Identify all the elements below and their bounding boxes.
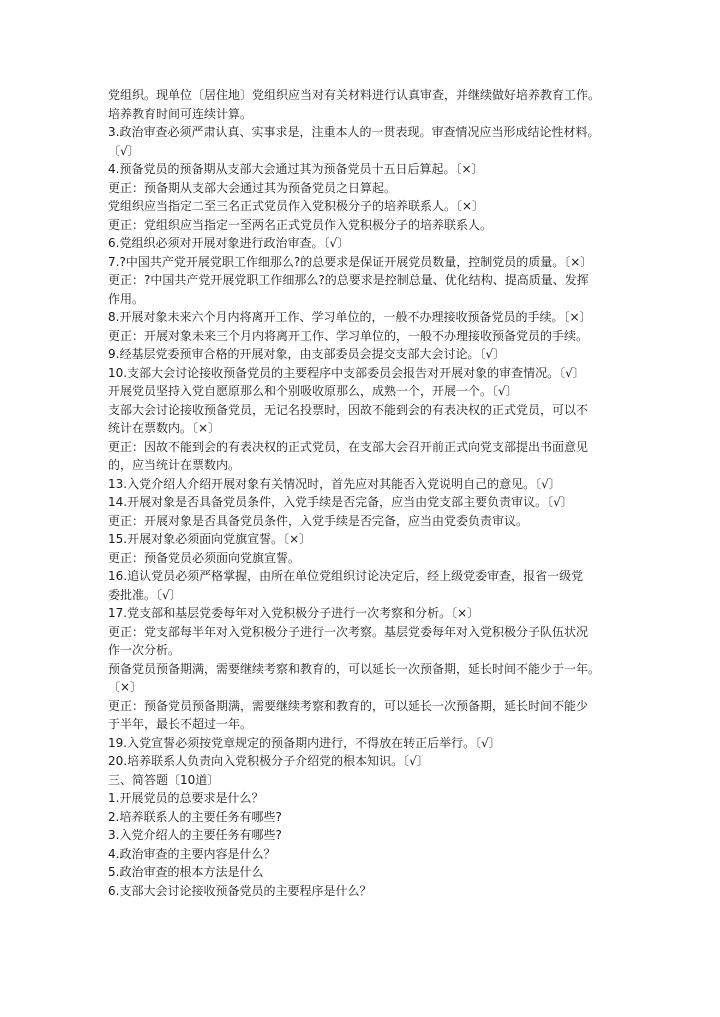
text-line: 3.政治审查必须严肃认真、实事求是，注重本人的一贯表现。审查情况应当形成结论性材料。 [108, 125, 600, 139]
section-heading: 三、简答题〔10道〕 [108, 772, 220, 787]
text-line: 8.开展对象未来六个月内将离开工作、学习单位的，一般不办理接收预备党员的手续。〔×〕 [108, 310, 592, 324]
question-item: 4.政治审查的主要内容是什么？ [108, 846, 276, 861]
text-line: 更正：党组织应当指定一至两名正式党员作入党积极分子的培养联系人。 [108, 217, 493, 232]
text-line: 〔×〕 [108, 680, 143, 694]
text-line: 15.开展对象必须面向党旗宣誓。〔×〕 [108, 532, 312, 546]
text-line: 更正：?中国共产党开展党职工作细那么?的总要求是控制总量、优化结构、提高质量、发挥 [108, 273, 589, 287]
text-line: 〔√〕 [108, 143, 140, 158]
text-line: 更正：预备党员预备期满，需要继续考察和教育的，可以延长一次预备期，延长时间不能少 [108, 698, 589, 713]
text-line: 20.培养联系人负责向入党积极分子介绍党的根本知识。〔√〕 [108, 754, 429, 768]
text-line: 7.?中国共产党开展党职工作细那么?的总要求是保证开展党员数量，控制党员的质量。〔×〕 [108, 254, 593, 269]
text-line: 作一次分析。 [108, 643, 181, 657]
text-line: 更正：因故不能到会的有表决权的正式党员，在支部大会召开前正式向党支部提出书面意见 [108, 439, 589, 454]
text-line: 更正：开展对象是否具备党员条件，入党手续是否完备，应当由党委负责审议。 [108, 513, 529, 528]
text-line: 支部大会讨论接收预备党员，无记名投票时，因故不能到会的有表决权的正式党员，可以不 [108, 402, 589, 417]
text-line: 统计在票数内。〔×〕 [108, 421, 221, 435]
text-line: 6.党组织必须对开展对象进行政治审查。〔√〕 [108, 236, 350, 250]
text-line: 党组织。现单位〔居住地〕党组织应当对有关材料进行认真审查，并继续做好培养教育工作。 [108, 88, 601, 102]
text-line: 更正：预备党员必须面向党旗宣誓。 [108, 550, 301, 565]
text-line: 更正：预备期从支部大会通过其为预备党员之日算起。 [108, 180, 397, 195]
text-line: 更正：党支部每半年对入党积极分子进行一次考察。基层党委每年对入党积极分子队伍状况 [108, 624, 589, 639]
text-line: 开展党员坚持入党自愿原那么和个别吸收原那么，成熟一个，开展一个。〔√〕 [108, 384, 518, 398]
text-line: 预备党员预备期满，需要继续考察和教育的，可以延长一次预备期，延长时间不能少于一年。 [108, 661, 601, 676]
text-line: 培养教育时间可连续计算。 [108, 106, 253, 121]
text-line: 14.开展对象是否具备党员条件，入党手续是否完备，应当由党支部主要负责审议。〔√〕 [108, 495, 573, 509]
text-line: 17.党支部和基层党委每年对入党积极分子进行一次考察和分析。〔×〕 [108, 606, 480, 620]
document-page [108, 86, 618, 900]
question-item: 2.培养联系人的主要任务有哪些? [108, 809, 282, 824]
text-line: 16.追认党员必须严格掌握，由所在单位党组织讨论决定后，经上级党委审查，报省一级党 [108, 569, 584, 583]
text-line: 9.经基层党委预审合格的开展对象，由支部委员会提交支部大会讨论。〔√〕 [108, 347, 506, 361]
text-line: 19.入党宣誓必须按党章规定的预备期内进行，不得放在转正后举行。〔√〕 [108, 735, 501, 750]
text-line: 4.预备党员的预备期从支部大会通过其为预备党员十五日后算起。〔×〕 [108, 162, 484, 176]
question-item: 1.开展党员的总要求是什么？ [108, 791, 264, 805]
text-line: 更正：开展对象未来三个月内将离开工作、学习单位的，一般不办理接收预备党员的手续。 [108, 328, 589, 343]
text-line: 委批准。〔√〕 [108, 587, 182, 602]
text-line: 的，应当统计在票数内。 [108, 458, 241, 472]
question-item: 3.入党介绍人的主要任务有哪些? [108, 828, 282, 842]
text-line: 作用。 [108, 291, 145, 306]
question-item: 5.政治审查的根本方法是什么 [108, 865, 264, 879]
text-line: 于半年，最长不超过一年。 [108, 717, 253, 731]
text-line: 13.入党介绍人介绍开展对象有关情况时，首先应对其能否入党说明自己的意见。〔√〕 [108, 476, 561, 491]
text-line: 党组织应当指定二至三名正式党员作入党积极分子的培养联系人。〔×〕 [108, 199, 485, 213]
question-item: 6.支部大会讨论接收预备党员的主要程序是什么？ [108, 883, 372, 898]
text-line: 10.支部大会讨论接收预备党员的主要程序中支部委员会报告对开展对象的审查情况。〔√〕 [108, 365, 585, 380]
